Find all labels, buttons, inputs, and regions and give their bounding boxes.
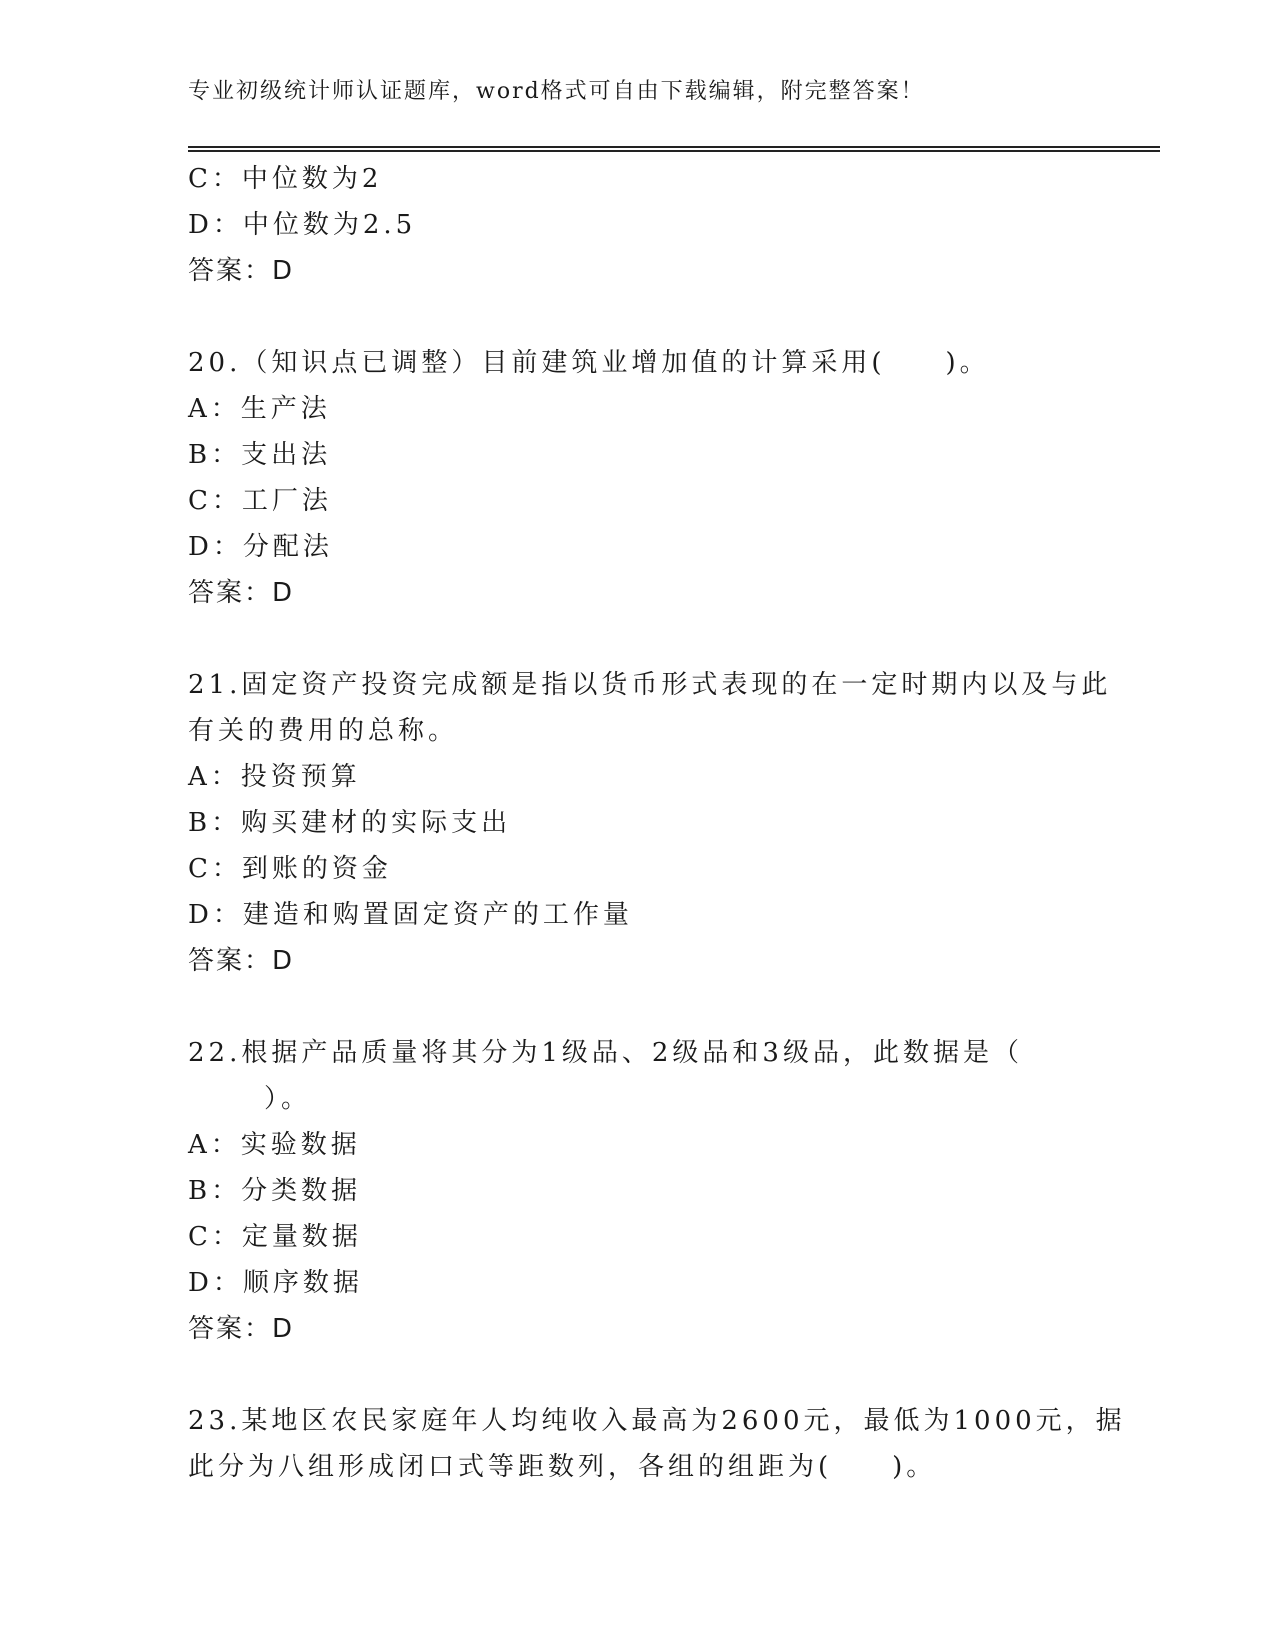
q22-option-d: D：顺序数据 bbox=[188, 1268, 363, 1298]
q20-option-d: D：分配法 bbox=[188, 532, 333, 562]
q22-answer: 答案：D bbox=[188, 1314, 295, 1344]
q21-question-line2: 有关的费用的总称。 bbox=[188, 716, 459, 746]
spacer bbox=[188, 616, 1078, 662]
q23-question-line2: 此分为八组形成闭口式等距数列，各组的组距为( )。 bbox=[188, 1452, 937, 1482]
q22-question-line2: ）。 bbox=[264, 1084, 312, 1114]
q20-option-c: C：工厂法 bbox=[188, 486, 332, 516]
q20-question: 20.（知识点已调整）目前建筑业增加值的计算采用( )。 bbox=[188, 348, 990, 378]
q19-answer: 答案：D bbox=[188, 256, 295, 286]
q22-option-a: A：实验数据 bbox=[188, 1130, 361, 1160]
q22-question-line1: 22.根据产品质量将其分为1级品、2级品和3级品，此数据是（ bbox=[188, 1038, 1023, 1068]
q20-option-b: B：支出法 bbox=[188, 440, 332, 470]
q22-option-c: C：定量数据 bbox=[188, 1222, 362, 1252]
q21-question-line1: 21.固定资产投资完成额是指以货币形式表现的在一定时期内以及与此 bbox=[188, 670, 1112, 700]
q21-option-c: C：到账的资金 bbox=[188, 854, 392, 884]
spacer bbox=[188, 294, 1078, 340]
q20-answer: 答案：D bbox=[188, 578, 295, 608]
question-content bbox=[188, 156, 1126, 1490]
page-header: 专业初级统计师认证题库，word格式可自由下载编辑，附完整答案！ bbox=[188, 79, 925, 104]
q19-option-c: C：中位数为2 bbox=[188, 164, 383, 194]
header-divider bbox=[188, 146, 1160, 152]
q19-option-d: D：中位数为2.5 bbox=[188, 210, 417, 240]
q22-option-b: B：分类数据 bbox=[188, 1176, 362, 1206]
q23-question-line1: 23.某地区农民家庭年人均纯收入最高为2600元，最低为1000元，据 bbox=[188, 1406, 1126, 1436]
spacer bbox=[188, 984, 1078, 1030]
spacer bbox=[188, 1352, 1078, 1398]
q21-option-b: B：购买建材的实际支出 bbox=[188, 808, 512, 838]
q20-option-a: A：生产法 bbox=[188, 394, 331, 424]
q21-option-a: A：投资预算 bbox=[188, 762, 361, 792]
q21-answer: 答案：D bbox=[188, 946, 295, 976]
q21-option-d: D：建造和购置固定资产的工作量 bbox=[188, 900, 633, 930]
